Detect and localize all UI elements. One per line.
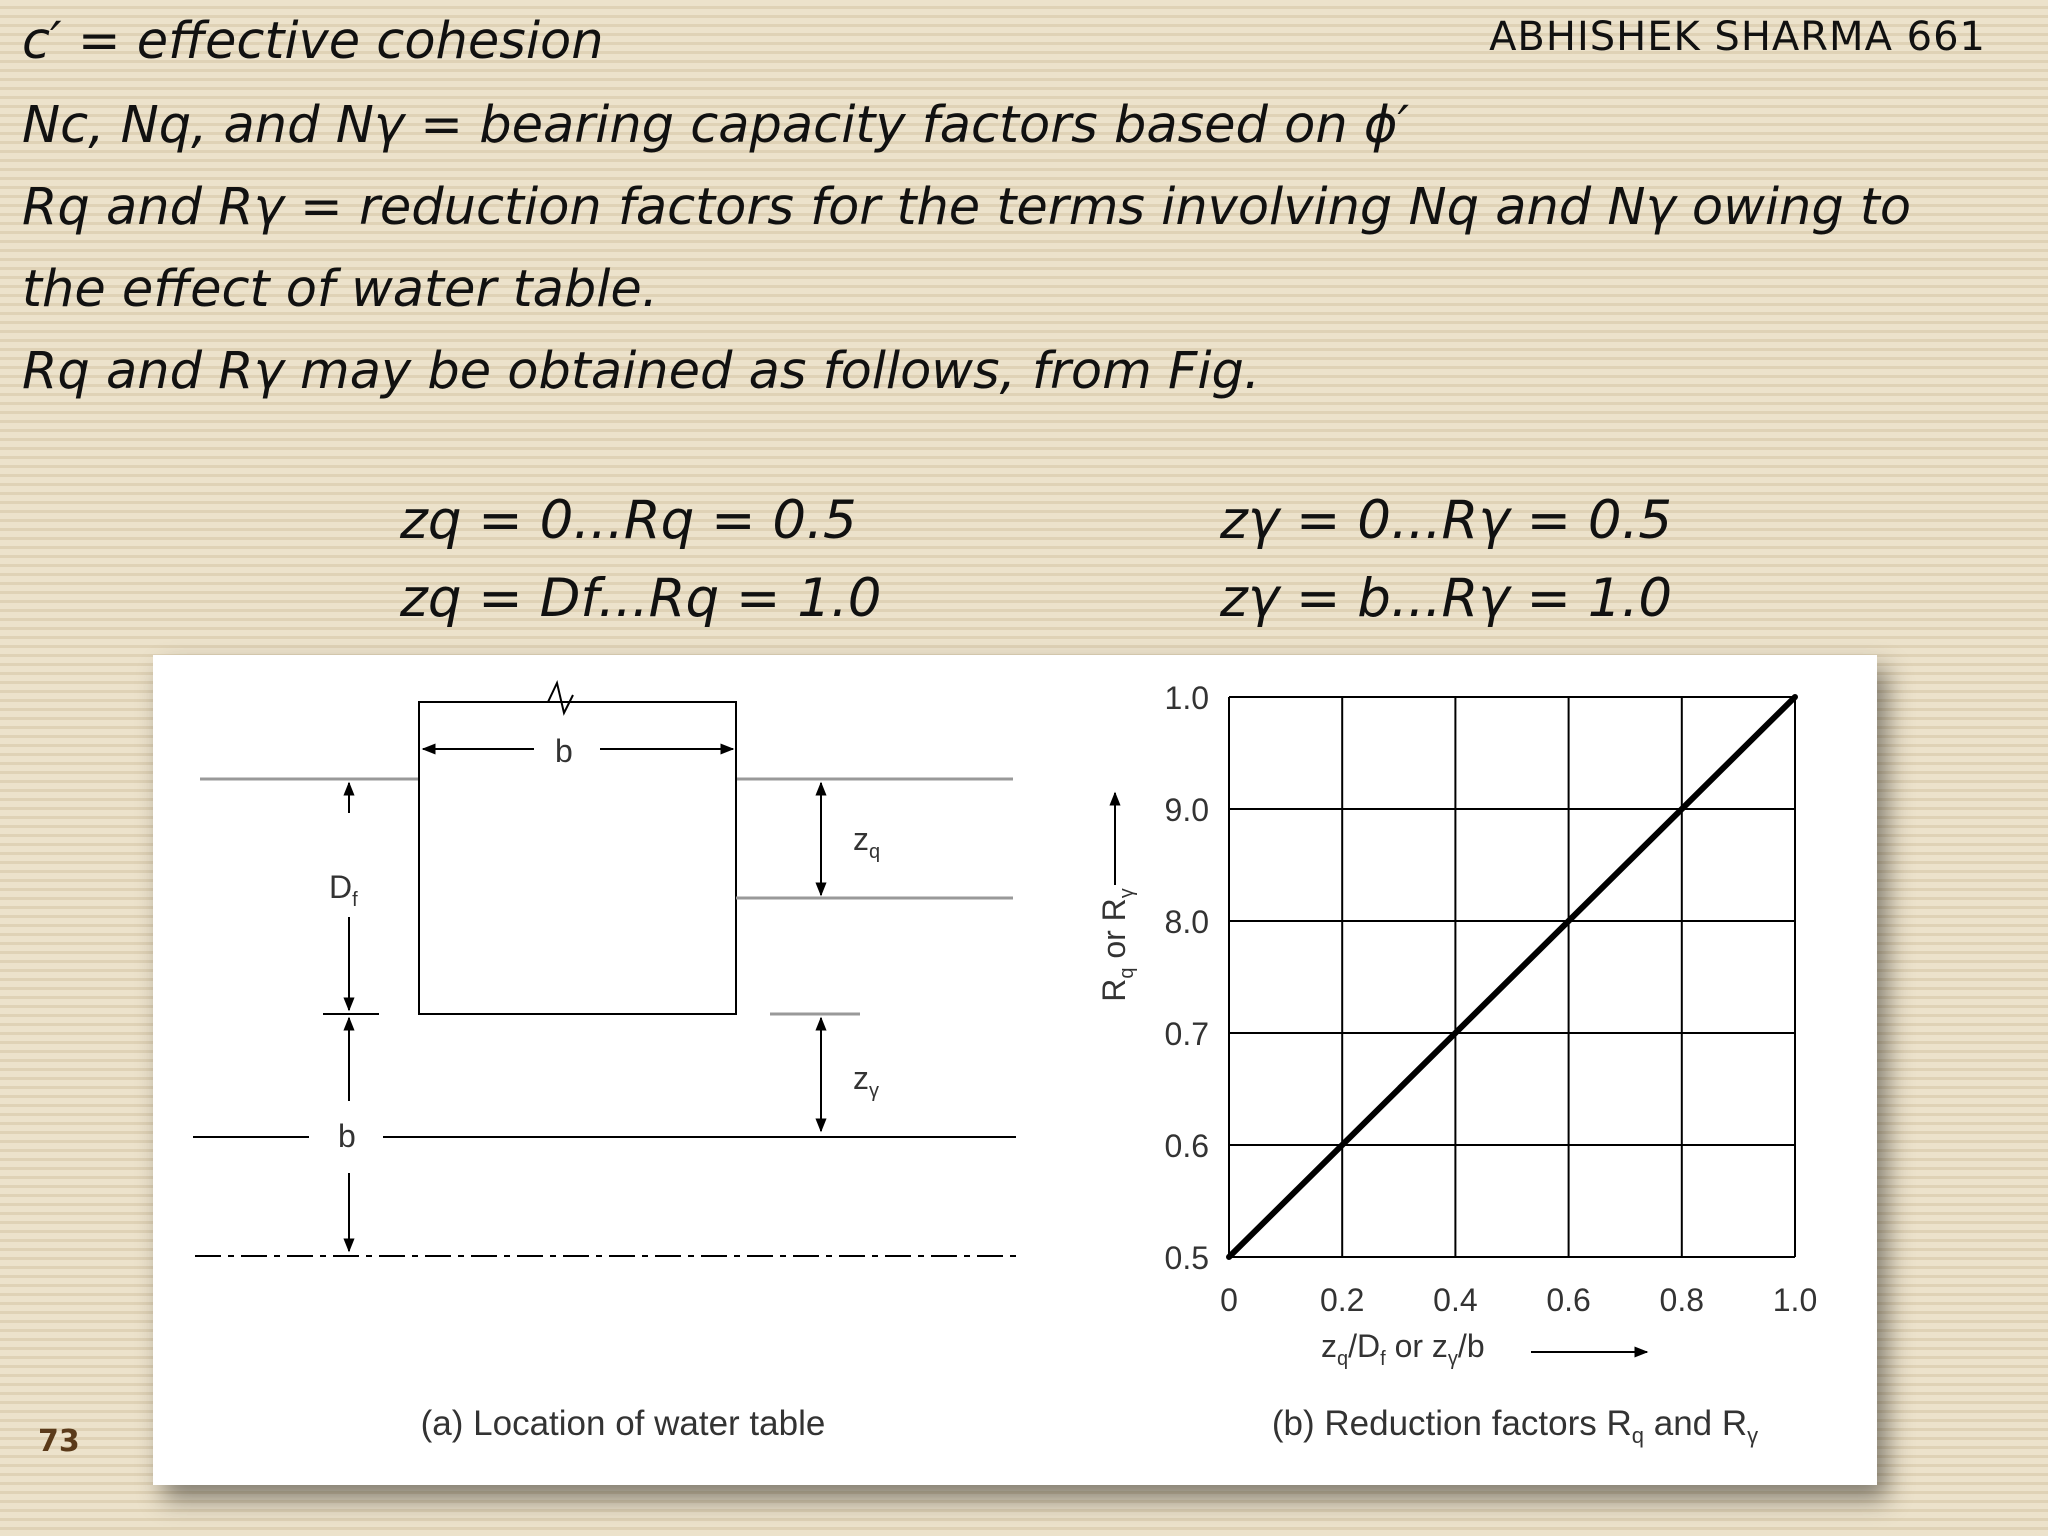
label-zy: $z_\gamma$	[853, 1060, 879, 1102]
x-tick-label: 0.6	[1546, 1282, 1591, 1318]
x-tick-label: 0.2	[1319, 1282, 1365, 1318]
reduction-factor-chart	[1165, 680, 1818, 1318]
caption-a: (a) Location of water table	[420, 1404, 826, 1443]
chart-ylabel: $R_q$ or $R_\gamma$	[1096, 888, 1138, 1002]
y-tick-label: 1.0	[1164, 680, 1209, 716]
figure-svg	[153, 655, 1877, 1485]
water-table-diagram	[193, 683, 1016, 1256]
y-tick-label: 9.0	[1164, 792, 1209, 828]
label-b-side: b	[338, 1118, 356, 1154]
label-zq: $z_q$	[853, 821, 881, 863]
x-tick-label: 0.8	[1659, 1282, 1705, 1318]
equation-zq-zero: zq = 0...Rq = 0.5	[400, 490, 857, 551]
page-number: 73	[38, 1424, 80, 1459]
text-line-obtained-from-fig: Rq and Rγ may be obtained as follows, from Fig.	[22, 342, 1261, 401]
x-tick-label: 0	[1220, 1282, 1238, 1318]
equation-zq-df: zq = Df...Rq = 1.0	[400, 568, 882, 629]
text-line-reduction-factors: Rq and Rγ = reduction factors for the terms involving Nq and Nγ owing to	[22, 178, 1912, 237]
y-tick-label: 0.5	[1164, 1240, 1209, 1276]
author-label: ABHISHEK SHARMA 661	[1489, 14, 1986, 60]
text-line-bearing-factors: Nc, Nq, and Nγ = bearing capacity factors based on ϕ′	[22, 96, 1410, 155]
y-tick-label: 8.0	[1164, 904, 1209, 940]
label-b-top: b	[555, 733, 573, 769]
text-line-water-table: the effect of water table.	[22, 260, 658, 319]
figure-panel	[153, 655, 1877, 1485]
text-line-effective-cohesion: c′ = effective cohesion	[22, 12, 604, 71]
x-tick-label: 1.0	[1772, 1282, 1818, 1318]
equation-zy-b: zγ = b...Rγ = 1.0	[1220, 568, 1673, 629]
y-tick-label: 0.6	[1164, 1128, 1209, 1164]
label-df: $D_f$	[329, 869, 358, 911]
series-line	[1229, 697, 1795, 1257]
equation-zy-zero: zγ = 0...Rγ = 0.5	[1220, 490, 1673, 551]
chart-xlabel: $z_q/D_f$ or $z_\gamma/b$	[1321, 1328, 1485, 1370]
x-tick-label: 0.4	[1433, 1282, 1478, 1318]
break-symbol	[548, 683, 573, 713]
y-tick-label: 0.7	[1164, 1016, 1209, 1052]
caption-b: (b) Reduction factors $R_q$ and $R_\gamma$	[1271, 1404, 1759, 1448]
